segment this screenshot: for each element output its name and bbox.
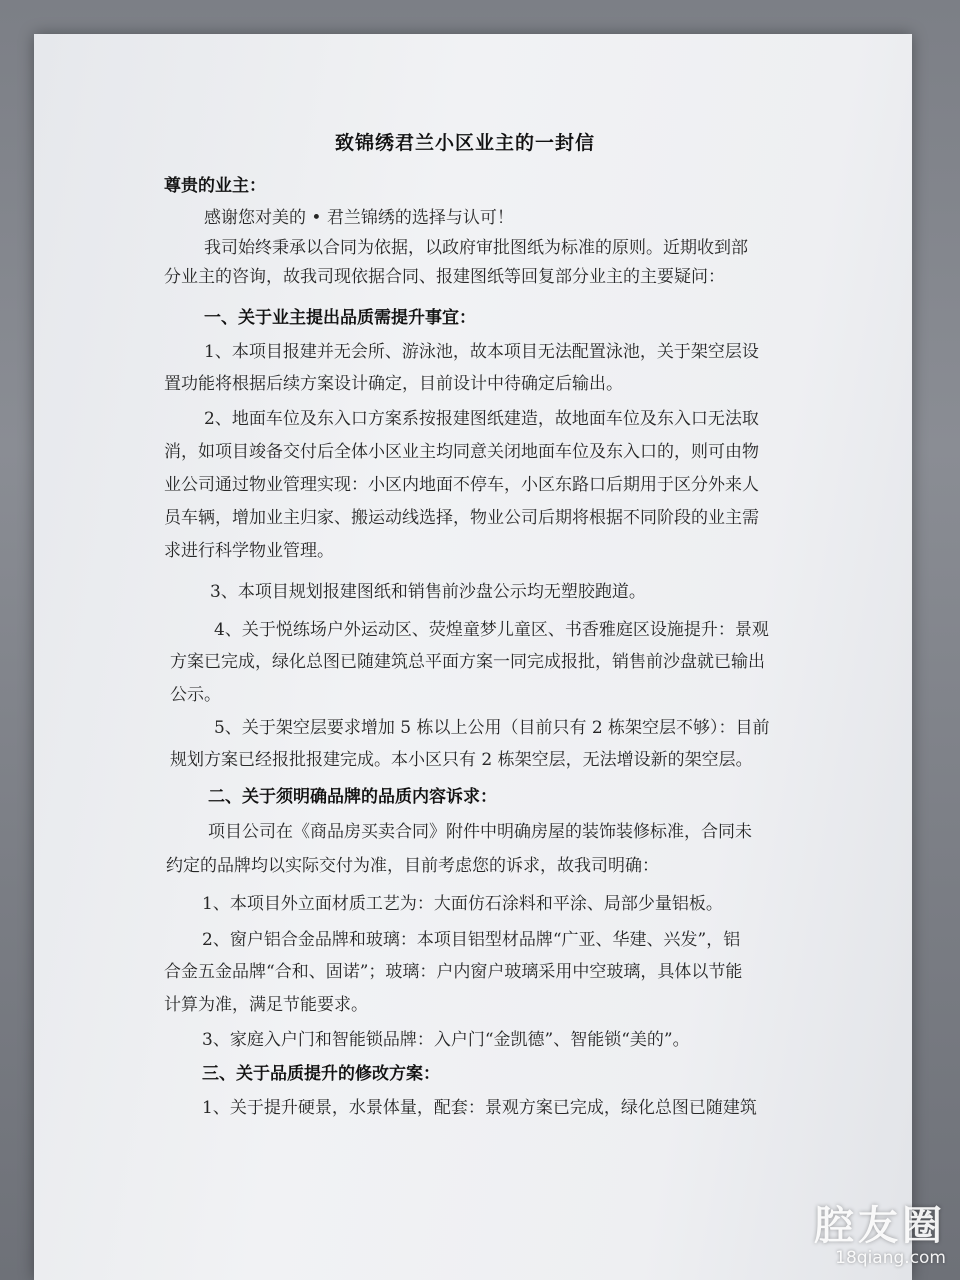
paragraph-line: 方案已完成，绿化总图已随建筑总平面方案一同完成报批，销售前沙盘就已输出 (170, 652, 765, 672)
paragraph-line: 规划方案已经报批报建完成。本小区只有 2 栋架空层，无法增设新的架空层。 (170, 750, 753, 770)
paragraph-line: 置功能将根据后续方案设计确定，目前设计中待确定后输出。 (164, 374, 623, 394)
paragraph-line: 员车辆，增加业主归家、搬运动线选择，物业公司后期将根据不同阶段的业主需 (164, 508, 759, 528)
intro-line: 我司始终秉承以合同为依据，以政府审批图纸为标准的原则。近期收到部 (204, 238, 748, 258)
paragraph-line: 1、本项目外立面材质工艺为：大面仿石涂料和平涂、局部少量铝板。 (202, 894, 723, 914)
paragraph-line: 1、本项目报建并无会所、游泳池，故本项目无法配置泳池，关于架空层设 (204, 342, 759, 362)
paragraph-line: 消，如项目竣备交付后全体小区业主均同意关闭地面车位及东入口的，则可由物 (164, 442, 759, 462)
paragraph-line: 3、本项目规划报建图纸和销售前沙盘公示均无塑胶跑道。 (210, 582, 646, 602)
paragraph-line: 5、关于架空层要求增加 5 栋以上公用（目前只有 2 栋架空层不够）：目前 (214, 718, 770, 738)
paragraph-line: 公示。 (170, 685, 221, 705)
watermark-url: 18qiang.com (835, 1248, 946, 1268)
paragraph-line: 项目公司在《商品房买卖合同》附件中明确房屋的装饰装修标准，合同未 (208, 822, 752, 842)
paragraph-line: 合金五金品牌“合和、固诺”；玻璃：户内窗户玻璃采用中空玻璃，具体以节能 (164, 962, 743, 982)
watermark-name: 腔友圈 (814, 1203, 946, 1249)
paragraph-line: 计算为准，满足节能要求。 (164, 995, 368, 1015)
site-watermark (814, 1204, 946, 1268)
intro-line: 感谢您对美的 • 君兰锦绣的选择与认可！ (204, 208, 514, 228)
paragraph-line: 约定的品牌均以实际交付为准，目前考虑您的诉求，故我司明确： (166, 856, 659, 876)
section-heading: 三、关于品质提升的修改方案： (202, 1064, 440, 1084)
paragraph-line: 求进行科学物业管理。 (164, 541, 334, 561)
salutation: 尊贵的业主： (164, 176, 266, 196)
paragraph-line: 1、关于提升硬景，水景体量，配套：景观方案已完成，绿化总图已随建筑 (202, 1098, 757, 1118)
section-heading: 二、关于须明确品牌的品质内容诉求： (208, 787, 497, 807)
paragraph-line: 2、窗户铝合金品牌和玻璃：本项目铝型材品牌“广亚、华建、兴发”，铝 (202, 930, 741, 950)
paragraph-line: 2、地面车位及东入口方案系按报建图纸建造，故地面车位及东入口无法取 (204, 409, 759, 429)
paragraph-line: 4、关于悦练场户外运动区、荧煌童梦儿童区、书香雅庭区设施提升：景观 (214, 620, 769, 640)
paragraph-line: 3、家庭入户门和智能锁品牌：入户门“金凯德”、智能锁“美的”。 (202, 1030, 690, 1050)
intro-line: 分业主的咨询，故我司现依据合同、报建图纸等回复部分业主的主要疑问： (164, 267, 725, 287)
section-heading: 一、关于业主提出品质需提升事宜： (204, 308, 476, 328)
letter-title: 致锦绣君兰小区业主的一封信 (335, 132, 596, 154)
paragraph-line: 业公司通过物业管理实现：小区内地面不停车，小区东路口后期用于区分外来人 (164, 475, 759, 495)
